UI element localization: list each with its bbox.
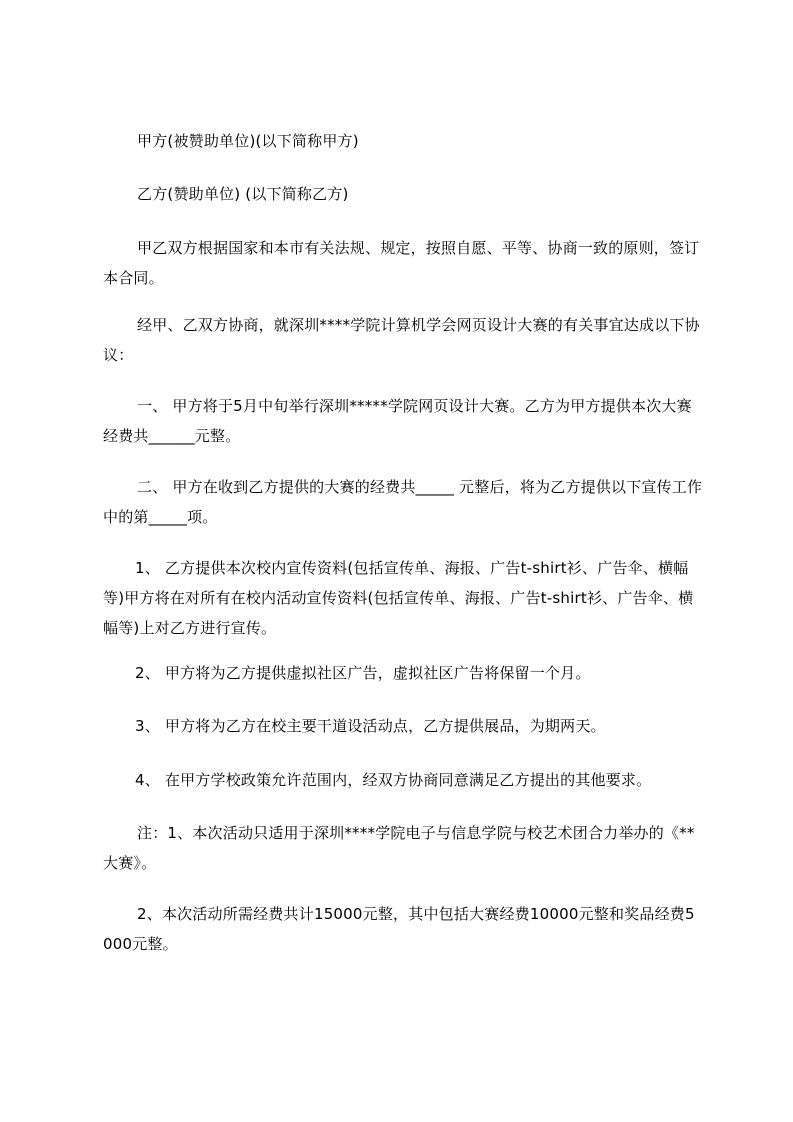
party-a-line: 甲方(被赞助单位)(以下简称甲方)	[137, 132, 359, 150]
agreement-intro-paragraph: 经甲、乙双方协商，就深圳****学院计算机学会网页设计大赛的有关事宜达成以下协议：	[103, 316, 700, 364]
clause-2-paragraph: 二、 甲方在收到乙方提供的大赛的经费共_____ 元整后，将为乙方提供以下宣传工作中的第_____项。	[103, 478, 703, 526]
item-4-paragraph: 4、 在甲方学校政策允许范围内，经双方协商同意满足乙方提出的其他要求。	[135, 771, 652, 789]
intro-paragraph: 甲乙双方根据国家和本市有关法规、规定，按照自愿、平等、协商一致的原则，签订本合同。	[103, 239, 700, 287]
note-2-paragraph: 2、本次活动所需经费共计15000元整，其中包括大赛经费10000元整和奖品经费5000元整。	[103, 905, 695, 953]
item-1-paragraph: 1、 乙方提供本次校内宣传资料(包括宣传单、海报、广告t-shirt衫、广告伞、横幅等)甲方将在对所有在校内活动宣传资料(包括宣传单、海报、广告t-shirt衫、广告伞、横幅等)上对乙方进行宣传。	[103, 559, 694, 637]
party-b-line: 乙方(赞助单位) (以下简称乙方)	[137, 185, 349, 203]
clause-1-paragraph: 一、 甲方将于5月中旬举行深圳*****学院网页设计大赛。乙方为甲方提供本次大赛经费共______元整。	[103, 397, 692, 445]
item-2-paragraph: 2、 甲方将为乙方提供虚拟社区广告，虚拟社区广告将保留一个月。	[135, 664, 591, 682]
item-3-paragraph: 3、 甲方将为乙方在校主要干道设活动点，乙方提供展品，为期两天。	[135, 717, 606, 735]
note-1-paragraph: 注：1、本次活动只适用于深圳****学院电子与信息学院与校艺术团合力举办的《**大赛》。	[103, 824, 695, 872]
